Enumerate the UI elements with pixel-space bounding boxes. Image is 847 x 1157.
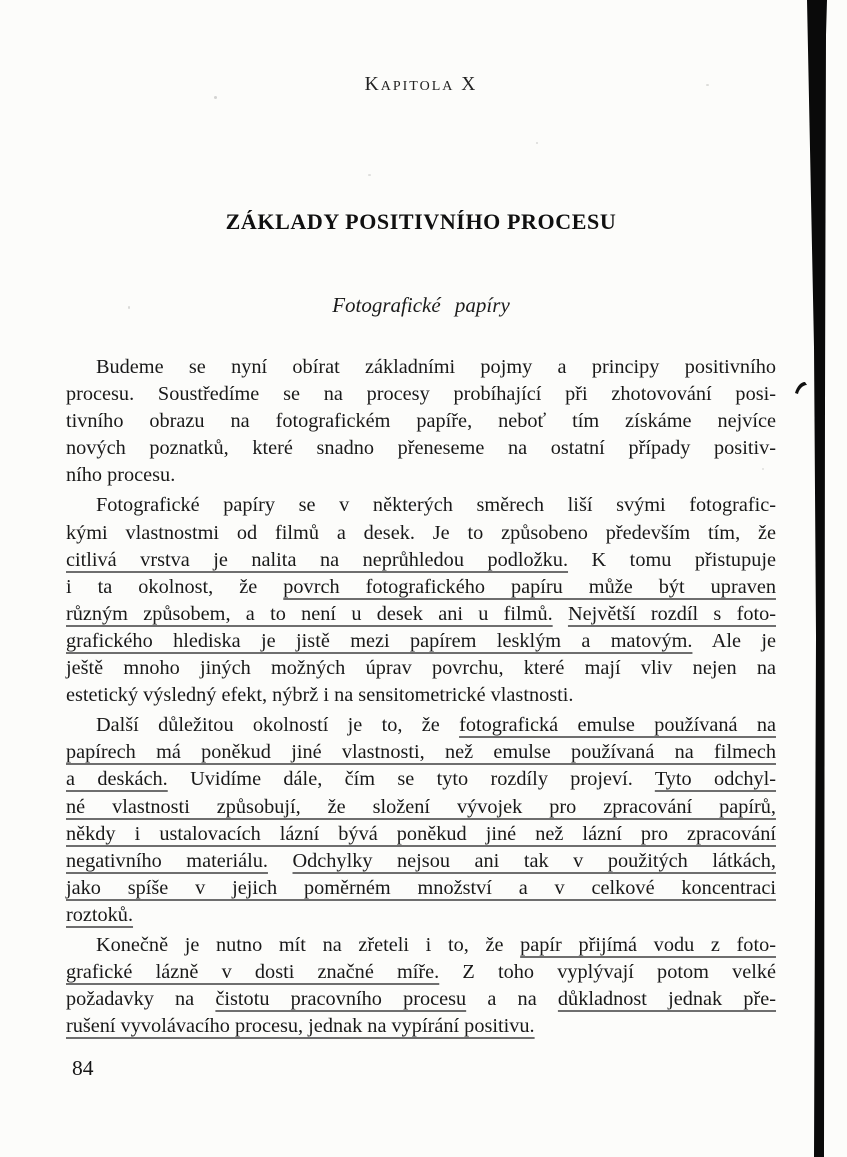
- body-text: [66, 354, 776, 1043]
- text-line: [66, 492, 776, 519]
- underlined-text: povrch fotografického papíru může být upraven: [283, 575, 776, 598]
- chapter-kicker: Kapitola X: [364, 74, 478, 95]
- underlined-text: negativního materiálu.: [66, 849, 268, 872]
- plain-text: i ta okolnost, že: [66, 575, 284, 598]
- plain-text: K tomu přistupuje: [568, 548, 776, 571]
- section-subtitle: Fotografické papíry: [332, 293, 510, 317]
- text-line: [66, 1013, 776, 1040]
- scan-speck: [214, 96, 217, 99]
- text-line: [66, 712, 776, 739]
- text-line: [66, 574, 776, 601]
- underlined-text: papír přijímá vodu z foto-: [520, 933, 776, 956]
- text-line: [66, 354, 776, 381]
- underlined-text: Tyto odchyl-: [654, 768, 777, 791]
- paragraph: [66, 354, 776, 489]
- plain-text: Z toho vyplývají potom velké: [439, 961, 776, 984]
- plain-text: Ale je: [692, 629, 776, 652]
- text-line: [66, 381, 776, 408]
- underlined-text: grafického hlediska je jistě mezi papírem lesklým a matovým.: [66, 629, 693, 652]
- text-line: [66, 520, 776, 547]
- underlined-text: důkladnost jednak pře-: [557, 988, 777, 1011]
- plain-text: [553, 603, 568, 625]
- paragraph: [66, 932, 776, 1040]
- underlined-text: fotografická emulse používaná na: [459, 714, 776, 737]
- underlined-text: jako spíše v jejich poměrném množství a v celkové koncentraci: [66, 876, 776, 899]
- underlined-text: a deskách.: [66, 768, 168, 791]
- underlined-text: Odchylky nejsou ani tak v použitých látkách,: [292, 849, 776, 872]
- text-line: [66, 408, 776, 435]
- scan-speck: [762, 468, 764, 470]
- text-line: [66, 875, 776, 902]
- scan-speck: [368, 174, 371, 176]
- plain-text: Konečně je nutno mít na zřeteli i to, že: [96, 933, 521, 956]
- underlined-text: grafické lázně v dosti značné míře.: [66, 961, 440, 984]
- text-line: [66, 766, 776, 793]
- text-line: [66, 601, 776, 628]
- scan-speck: [536, 142, 538, 144]
- text-line: [66, 682, 776, 709]
- scan-speck: [706, 84, 709, 86]
- plain-text: kými vlastnostmi od filmů a desek. Je to způsobeno především tím, že: [66, 521, 776, 544]
- plain-text: a na: [466, 988, 558, 1011]
- plain-text: [268, 850, 293, 872]
- underlined-text: někdy i ustalovacích lázní bývá poněkud jiné než lázní pro zpracování: [66, 822, 776, 845]
- plain-text: procesu. Soustředíme se na procesy probíhající při zhotovování posi-: [66, 383, 776, 406]
- ink-mark: [792, 379, 810, 397]
- underlined-text: různým způsobem, a to není u desek ani u filmů.: [66, 602, 553, 625]
- plain-text: Uvidíme dále, čím se tyto rozdíly projeví.: [167, 768, 655, 791]
- text-line: [66, 462, 776, 489]
- text-line: [66, 628, 776, 655]
- text-line: [66, 435, 776, 462]
- scan-speck: [128, 306, 130, 309]
- text-line: [66, 932, 776, 959]
- text-line: [66, 655, 776, 682]
- underlined-text: čistotu pracovního procesu: [215, 988, 467, 1011]
- text-line: [66, 739, 776, 766]
- plain-text: požadavky na: [66, 988, 216, 1011]
- text-line: [66, 902, 776, 929]
- page-title: ZÁKLADY POSITIVNÍHO PROCESU: [225, 209, 617, 234]
- text-line: [66, 986, 776, 1013]
- plain-text: estetický výsledný efekt, nýbrž i na sensitometrické vlastnosti.: [66, 684, 574, 707]
- underlined-text: papírech má poněkud jiné vlastnosti, než emulse používaná na filmech: [66, 741, 776, 764]
- plain-text: ještě mnoho jiných možných úprav povrchu, které mají vliv nejen na: [66, 657, 776, 680]
- text-line: [66, 794, 776, 821]
- text-line: [66, 848, 776, 875]
- paragraph: [66, 712, 776, 929]
- plain-text: tivního obrazu na fotografickém papíře, neboť tím získáme nejvíce: [66, 410, 776, 433]
- underlined-text: citlivá vrstva je nalita na neprůhledou podložku.: [66, 548, 569, 571]
- page-number: 84: [72, 1056, 94, 1080]
- text-line: [66, 547, 776, 574]
- underlined-text: Největší rozdíl s foto-: [567, 602, 776, 625]
- plain-text: Další důležitou okolností je to, že: [96, 714, 460, 737]
- paragraph: [66, 492, 776, 709]
- text-line: [66, 959, 776, 986]
- underlined-text: rušení vyvolávacího procesu, jednak na vypírání positivu.: [66, 1015, 535, 1038]
- plain-text: Budeme se nyní obírat základními pojmy a principy positivního: [96, 356, 776, 378]
- plain-text: nových poznatků, které snadno přeneseme na ostatní případy positiv-: [66, 437, 776, 460]
- plain-text: Fotografické papíry se v některých směrech liší svými fotografic-: [96, 494, 776, 517]
- underlined-text: né vlastnosti způsobují, že složení vývojek pro zpracování papírů,: [66, 795, 776, 818]
- plain-text: ního procesu.: [66, 464, 176, 487]
- underlined-text: roztoků.: [66, 903, 134, 926]
- binding-shadow: [804, 0, 827, 1157]
- text-line: [66, 821, 776, 848]
